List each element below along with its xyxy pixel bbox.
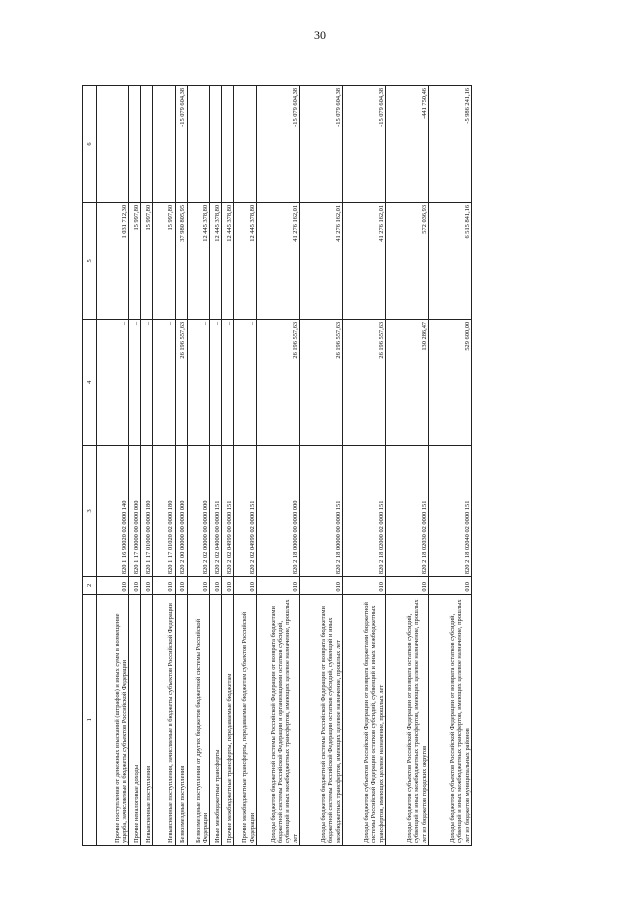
row-value-5: 6 515 841,16 (428, 202, 471, 319)
row-name: Безвозмездные поступления (175, 594, 187, 845)
row-value-6: -5 986 241,16 (428, 86, 471, 203)
row-kbk: 820 2 18 00000 00 0000 000 (256, 445, 299, 577)
row-kbk: 820 2 18 02030 02 0000 151 (385, 445, 428, 577)
table-row (385, 86, 428, 846)
row-code: 010 (428, 577, 471, 595)
row-value-4: – (97, 319, 129, 445)
row-value-4: – (153, 319, 176, 445)
row-name: Доходы бюджетов бюджетной системы Российской Федерации от возврата бюджетами бюджетной системы Российской Федерации и организациями остатков субсидий, субвенций и иных межбюджетных трансфертов, имеющих целевое назначение, прошлых лет (256, 594, 299, 845)
row-value-6 (222, 86, 234, 203)
row-code: 010 (175, 577, 187, 595)
row-value-4: – (234, 319, 257, 445)
header-cell-5: 5 (83, 202, 97, 319)
table-row (428, 86, 471, 846)
table-row (256, 86, 299, 846)
header-cell-3: 3 (83, 445, 97, 577)
row-value-4: – (222, 319, 234, 445)
row-kbk: 820 2 18 02000 02 0000 151 (342, 445, 385, 577)
row-code: 010 (97, 577, 129, 595)
header-cell-1: 1 (83, 594, 97, 845)
row-value-6 (187, 86, 210, 203)
row-value-5: 41 276 162,01 (342, 202, 385, 319)
row-code: 010 (342, 577, 385, 595)
row-kbk: 820 2 18 02040 02 0000 151 (428, 445, 471, 577)
row-name: Прочие неналоговые доходы (129, 594, 141, 845)
row-kbk: 820 1 17 01000 00 0000 180 (141, 445, 153, 577)
table-row (342, 86, 385, 846)
row-code: 010 (385, 577, 428, 595)
row-value-6 (141, 86, 153, 203)
page-number: 30 (314, 28, 326, 42)
row-value-5: 12 445 378,80 (222, 202, 234, 319)
revenue-table (82, 85, 472, 846)
table-row (141, 86, 153, 846)
row-value-5: 41 276 162,01 (299, 202, 342, 319)
row-kbk: 820 1 16 90020 02 0000 140 (97, 445, 129, 577)
table-row (222, 86, 234, 846)
table-row (234, 86, 257, 846)
row-value-4: 26 196 557,63 (256, 319, 299, 445)
row-value-6 (153, 86, 176, 203)
row-value-4: 130 286,47 (385, 319, 428, 445)
row-name: Невыясненные поступления, зачисляемые в бюджеты субъектов Российской Федерации (153, 594, 176, 845)
row-value-4: 26 196 557,63 (175, 319, 187, 445)
row-value-4: – (141, 319, 153, 445)
header-cell-4: 4 (83, 319, 97, 445)
row-value-6 (97, 86, 129, 203)
row-value-4: 529 600,00 (428, 319, 471, 445)
row-value-5: 1 031 712,30 (97, 202, 129, 319)
row-value-5: 12 445 378,80 (234, 202, 257, 319)
row-kbk: 820 2 02 04999 00 0000 151 (222, 445, 234, 577)
row-value-5: 572 036,93 (385, 202, 428, 319)
header-cell-6: 6 (83, 86, 97, 203)
row-value-5: 15 997,80 (141, 202, 153, 319)
row-name: Доходы бюджетов субъектов Российской Федерации от возврата остатков субсидий, субвенций и иных межбюджетных трансфертов, имеющих целевое назначение, прошлых лет из бюджетов городских округов (385, 594, 428, 845)
row-kbk: 820 2 18 00000 00 0000 151 (299, 445, 342, 577)
row-value-6: -15 079 604,38 (342, 86, 385, 203)
row-value-5: 15 997,80 (129, 202, 141, 319)
row-name: Невыясненные поступления (141, 594, 153, 845)
table-row (129, 86, 141, 846)
row-value-5: 12 445 378,80 (187, 202, 210, 319)
row-name: Доходы бюджетов субъектов Российской Федерации от возврата остатков субсидий, субвенций и иных межбюджетных трансфертов, имеющих целевое назначение, прошлых лет из бюджетов муниципальных районов (428, 594, 471, 845)
row-value-4: – (187, 319, 210, 445)
row-value-5: 12 445 378,80 (210, 202, 222, 319)
row-kbk: 820 1 17 01020 02 0000 180 (153, 445, 176, 577)
row-value-5: 15 997,80 (153, 202, 176, 319)
row-value-6: -15 079 604,38 (256, 86, 299, 203)
table-row (153, 86, 176, 846)
row-code: 010 (222, 577, 234, 595)
row-name: Прочие поступления от денежных взысканий (штрафов) и иных сумм в возмещение ущерба, зачисляемые в бюджеты субъектов Российской Федерации (97, 594, 129, 845)
row-value-4: – (210, 319, 222, 445)
header-cell-2: 2 (83, 577, 97, 595)
row-value-6 (129, 86, 141, 203)
row-name: Иные межбюджетные трансферты (210, 594, 222, 845)
row-name: Доходы бюджетов субъектов Российской Федерации от возврата бюджетами бюджетной системы Российской Федерации остатков субсидий, субвенций и иных межбюджетных трансфертов, имеющих целевое назначение, прошлых лет (342, 594, 385, 845)
table-row (299, 86, 342, 846)
header-row (83, 86, 97, 846)
row-value-4: 26 196 557,63 (342, 319, 385, 445)
row-value-6: -441 750,46 (385, 86, 428, 203)
row-code: 010 (153, 577, 176, 595)
row-value-6 (210, 86, 222, 203)
row-code: 010 (129, 577, 141, 595)
row-kbk: 820 2 02 00000 00 0000 000 (187, 445, 210, 577)
row-name: Безвозмездные поступления от других бюджетов бюджетной системы Российской Федерации (187, 594, 210, 845)
row-kbk: 820 2 02 04000 00 0000 151 (210, 445, 222, 577)
row-code: 010 (210, 577, 222, 595)
row-code: 010 (187, 577, 210, 595)
row-name: Доходы бюджетов бюджетной системы Российской Федерации от возврата бюджетами бюджетной системы Российской Федерации остатков субсидий, субвенций и иных межбюджетных трансфертов, имеющих целевое назначение, прошлых лет (299, 594, 342, 845)
table-row (187, 86, 210, 846)
row-code: 010 (234, 577, 257, 595)
row-value-5: 41 276 162,01 (256, 202, 299, 319)
row-code: 010 (141, 577, 153, 595)
row-value-4: 26 196 557,63 (299, 319, 342, 445)
rotated-table-container (82, 85, 472, 846)
row-code: 010 (299, 577, 342, 595)
row-name: Прочие межбюджетные трансферты, передаваемые бюджетам субъектов Российской Федерации (234, 594, 257, 845)
row-value-6: -15 079 604,38 (299, 86, 342, 203)
row-value-5: 37 980 805,95 (175, 202, 187, 319)
report-table-area (82, 85, 472, 846)
row-kbk: 820 2 02 04999 02 0000 151 (234, 445, 257, 577)
row-value-6: -15 079 604,38 (175, 86, 187, 203)
row-value-6 (234, 86, 257, 203)
table-row (175, 86, 187, 846)
table-row (97, 86, 129, 846)
row-code: 010 (256, 577, 299, 595)
row-kbk: 820 1 17 00000 00 0000 000 (129, 445, 141, 577)
row-value-4: – (129, 319, 141, 445)
row-kbk: 820 2 00 00000 00 0000 000 (175, 445, 187, 577)
table-row (210, 86, 222, 846)
row-name: Прочие межбюджетные трансферты, передаваемые бюджетам (222, 594, 234, 845)
